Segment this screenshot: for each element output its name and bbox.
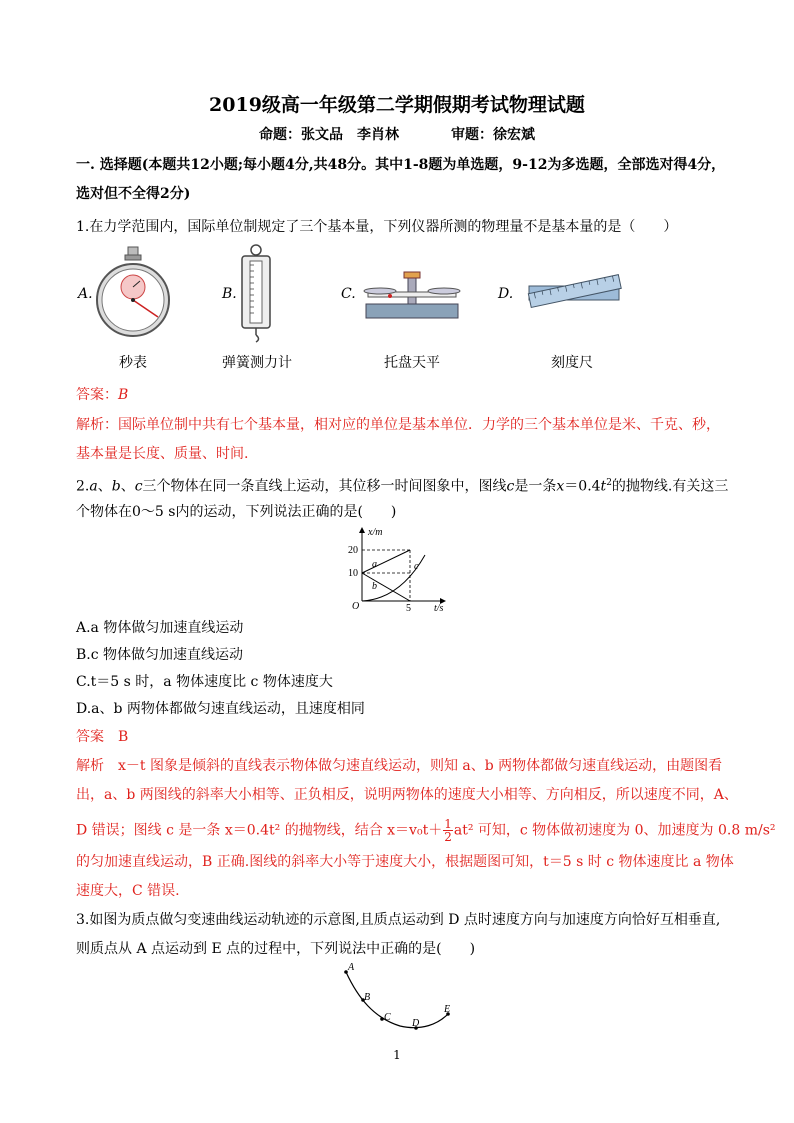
trajectory-diagram <box>330 958 466 1034</box>
q2-analysis-1: 解析 x－t 图象是倾斜的直线表示物体做匀速直线运动，则知 a、b 两物体都做匀速直线运动，由题图看 <box>76 758 723 774</box>
point-b: B <box>364 992 371 1003</box>
q1-option-c-caption: 托盘天平 <box>384 355 440 371</box>
section-heading-cont: 选对但不全得2分) <box>76 186 191 202</box>
x-tick-5: 5 <box>406 603 411 611</box>
q2-stem-cont: 个物体在0～5 s内的运动，下列说法正确的是( ) <box>76 504 397 520</box>
label-c: c <box>414 561 419 572</box>
setters: 命题：张文品 李肖林 <box>259 127 399 143</box>
point-e: E <box>444 1004 451 1015</box>
q1-stem: 1.在力学范围内，国际单位制规定了三个基本量，下列仪器所测的物理量不是基本量的是（ ） <box>76 219 678 235</box>
page-number: 1 <box>393 1048 401 1062</box>
q2-answer: 答案 B <box>76 729 129 745</box>
authors-line <box>0 124 794 144</box>
q1-analysis-cont: 基本量是长度、质量、时间. <box>76 446 249 462</box>
y-axis-label: x/m <box>368 527 383 538</box>
q1-option-d-caption: 刻度尺 <box>551 355 593 371</box>
line-a <box>362 550 410 573</box>
q1-option-a-caption: 秒表 <box>119 355 147 371</box>
q3-stem: 3.如图为质点做匀变速曲线运动轨迹的示意图,且质点运动到 D 点时速度方向与加速度方向恰好互相垂直, <box>76 912 721 928</box>
q2-option-d: D.a、b 两物体都做匀速直线运动，且速度相同 <box>76 701 365 717</box>
y-tick-10: 10 <box>348 568 358 579</box>
q3-stem-cont: 则质点从 A 点运动到 E 点的过程中，下列说法中正确的是( ) <box>76 941 476 957</box>
label-a: a <box>372 559 377 570</box>
q2-option-c: C.t＝5 s 时，a 物体速度比 c 物体速度大 <box>76 674 333 690</box>
reviewer: 审题：徐宏斌 <box>451 127 535 143</box>
page-title: 2019级高一年级第二学期假期考试物理试题 <box>209 94 585 116</box>
q1-option-b-caption: 弹簧测力计 <box>222 355 292 371</box>
q2-analysis-5: 速度大，C 错误. <box>76 883 180 899</box>
q2-analysis-4: 的匀加速直线运动，B 正确.图线的斜率大小等于速度大小，根据题图可知，t＝5 s 时 c 物体速度比 a 物体 <box>76 854 734 870</box>
q2-option-b: B.c 物体做匀加速直线运动 <box>76 647 244 663</box>
q1-analysis: 解析：国际单位制中共有七个基本量，相对应的单位是基本单位．力学的三个基本单位是米、千克、秒， <box>76 417 720 433</box>
section-heading: 一. 选择题(本题共12小题;每小题4分,共48分。其中1-8题为单选题，9-12为多选题，全部选对得4分， <box>76 157 726 173</box>
q1-option-d-label: D. <box>498 286 514 302</box>
xt-graph <box>330 525 454 611</box>
x-axis-label: t/s <box>434 603 444 611</box>
stopwatch-icon <box>96 245 170 343</box>
spring-scale-icon <box>238 243 274 343</box>
y-tick-20: 20 <box>348 545 358 556</box>
origin-label: O <box>352 601 360 611</box>
point-d: D <box>412 1018 420 1029</box>
q1-option-c-label: C. <box>341 286 356 302</box>
line-b <box>362 573 410 601</box>
ruler-icon <box>527 266 623 318</box>
q1-answer: 答案：B <box>76 387 129 403</box>
q2-stem: 2.a、b、c三个物体在同一条直线上运动，其位移一时间图象中，图线c是一条$x=0.4t^2$的抛物线.有关这三 <box>76 478 729 495</box>
q2-analysis-2: 出，a、b 两图线的斜率大小相等、正负相反，说明两物体的速度大小相等、方向相反，所以速度不同，A、 <box>76 787 738 803</box>
q2-analysis-3: D 错误；图线 c 是一条 x＝0.4t² 的抛物线，结合 x＝v₀t＋ $\frac{1}{2}$ at² 可知，c 物体做初速度为 0、加速度为 0.8 m/s² <box>76 817 776 844</box>
point-c: C <box>384 1012 391 1023</box>
q1-option-a-label: A. <box>78 286 93 302</box>
point-a: A <box>348 962 355 973</box>
q1-option-b-label: B. <box>222 286 237 302</box>
label-b: b <box>372 581 377 592</box>
balance-icon <box>360 268 464 320</box>
q2-option-a: A.a 物体做匀加速直线运动 <box>76 620 244 636</box>
